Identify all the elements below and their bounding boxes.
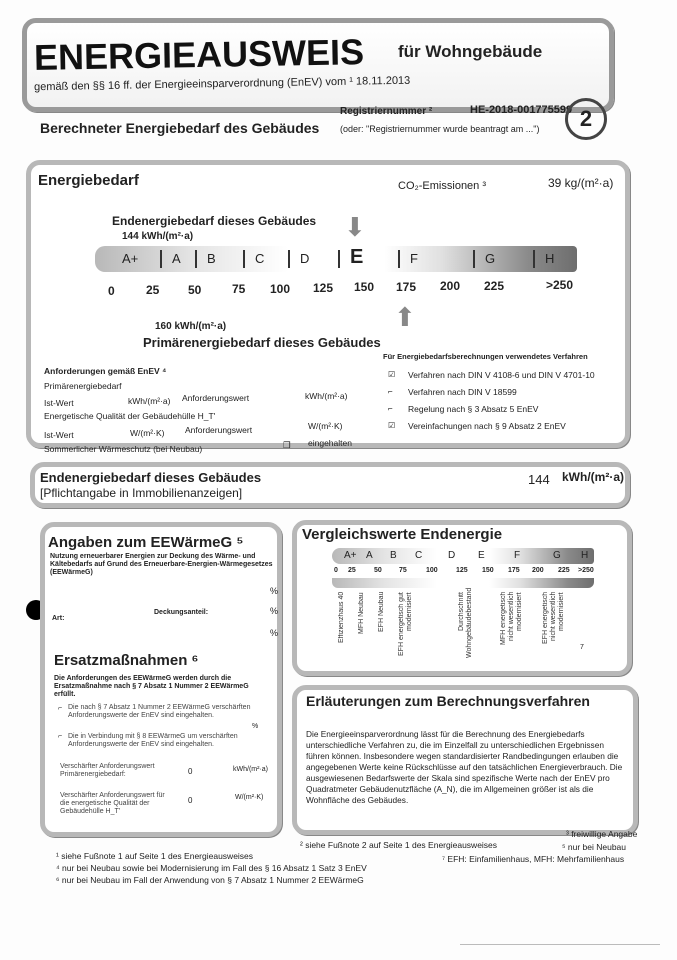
comparison-tick-label: 200 <box>532 567 544 574</box>
comparison-class-label: D <box>448 550 456 561</box>
comparison-scale-bar-lower <box>332 578 594 588</box>
class-divider <box>160 250 162 268</box>
requirement-value-label: Anforderungswert <box>185 425 253 435</box>
row2-unit: W/(m²·K) <box>235 794 264 801</box>
energy-demand-title: Energiebedarf <box>38 172 139 189</box>
document-title-suffix: für Wohngebäude <box>398 42 543 61</box>
footnote-2: ² siehe Fußnote 2 auf Seite 1 des Energieausweises <box>300 840 498 850</box>
class-divider <box>473 250 475 268</box>
scale-class-label: B <box>207 251 216 266</box>
registration-number: HE-2018-001775599 <box>470 104 573 116</box>
class-divider <box>338 250 340 268</box>
scale-tick-label: 100 <box>270 281 291 296</box>
scale-class-label: E <box>350 246 364 268</box>
footnote-6: ⁶ nur bei Neubau im Fall der Anwendung von § 7 Absatz 1 Nummer 2 EEWärmeG <box>56 875 364 885</box>
comparison-class-label: A+ <box>344 550 357 561</box>
explanations-title: Erläuterungen zum Berechnungsverfahren <box>306 693 590 709</box>
class-divider <box>195 250 197 268</box>
method-label: Regelung nach § 3 Absatz 5 EnEV <box>408 404 539 414</box>
percent: % <box>270 628 279 638</box>
scale-tick-label: 125 <box>313 281 334 295</box>
final-energy-box-value: 144 <box>528 472 550 487</box>
scale-tick-label: 0 <box>108 284 115 298</box>
document-subtitle: gemäß den §§ 16 ff. der Energieeinsparverordnung (EnEV) vom ¹ 18.11.2013 <box>33 74 411 94</box>
co2-label: CO₂-Emissionen ³ <box>398 180 487 192</box>
scale-class-label: A+ <box>122 251 139 266</box>
requirements-title: Anforderungen gemäß EnEV ⁴ <box>44 366 167 376</box>
scale-tick-label: 150 <box>354 280 375 295</box>
arrow-up-icon: ⬆ <box>394 302 416 332</box>
document-title: ENERGIEAUSWEIS <box>33 31 365 78</box>
row1-label: Verschärfter Anforderungswert Primärenergiebedarf: <box>60 763 155 778</box>
footnote-4: ⁴ nur bei Neubau sowie bei Modernisierung im Fall des § 16 Absatz 1 Satz 3 EnEV <box>56 863 367 873</box>
row2-value: 0 <box>188 796 193 805</box>
primary-energy-value: 160 kWh/(m²·a) <box>155 321 227 332</box>
envelope-quality-label: Energetische Qualität der Gebäudehülle H_T' <box>44 411 216 421</box>
summer-protection-label: Sommerlicher Wärmeschutz (bei Neubau) <box>44 444 203 454</box>
method-checkbox[interactable]: ⌐ <box>388 387 393 396</box>
method-checkbox[interactable]: ☑ <box>388 370 396 379</box>
final-energy-box-note: [Pflichtangabe in Immobilienanzeigen] <box>40 486 243 500</box>
eewaermeg-title: Angaben zum EEWärmeG ⁵ <box>48 534 244 551</box>
unit: W/(m²·K) <box>130 428 165 438</box>
footnote-1: ¹ siehe Fußnote 1 auf Seite 1 des Energieausweises <box>56 851 254 861</box>
comparison-tick-label: 25 <box>348 567 356 574</box>
comparison-class-label: G <box>553 550 561 561</box>
method-label: Verfahren nach DIN V 4108-6 und DIN V 4701-10 <box>408 370 595 380</box>
scale-tick-label: 175 <box>396 279 417 294</box>
unit: kWh/(m²·a) <box>305 391 348 401</box>
comparison-reference-label: MFH energetisch nicht wesentlich modernisiert <box>500 592 523 646</box>
comparison-class-label: H <box>581 550 589 561</box>
registration-note: (oder: "Registriernummer wurde beantragt am ...") <box>340 124 540 134</box>
comparison-tick-label: 0 <box>334 567 338 574</box>
page-number: 2 <box>579 106 593 131</box>
comparison-tick-label: 50 <box>374 567 382 574</box>
footnote-7: ⁷ EFH: Einfamilienhaus, MFH: Mehrfamilienhaus <box>442 854 625 864</box>
scale-class-label: F <box>410 251 418 266</box>
unit: kWh/(m²·a) <box>128 396 171 406</box>
requirement-value-label: Anforderungswert <box>182 393 250 403</box>
scale-class-label: G <box>485 251 496 266</box>
percent: % <box>270 606 279 616</box>
comparison-class-label: B <box>390 550 397 561</box>
comparison-class-label: F <box>514 550 521 561</box>
scale-tick-label: 50 <box>188 282 202 297</box>
percent: % <box>252 723 259 730</box>
final-energy-label: Endenergiebedarf dieses Gebäudes <box>112 214 317 228</box>
class-divider <box>288 250 290 268</box>
class-divider <box>533 250 535 268</box>
comparison-reference-label: EFH energetisch nicht wesentlich modernisiert <box>542 592 565 645</box>
type-label: Art: <box>52 615 65 622</box>
scale-tick-label: >250 <box>546 278 574 292</box>
footnote-5: ⁵ nur bei Neubau <box>562 842 627 852</box>
comparison-reference-label: Effizienzhaus 40 <box>338 592 345 644</box>
comparison-tick-label: 75 <box>399 567 407 574</box>
final-energy-box-unit: kWh/(m²·a) <box>562 470 624 484</box>
class-divider <box>398 250 400 268</box>
comparison-tick-label: >250 <box>578 567 594 574</box>
registration-label: Registriernummer ² <box>340 106 433 117</box>
comparison-tick-label: 150 <box>482 567 494 574</box>
comparison-footnote: 7 <box>580 644 584 651</box>
option2-checkbox[interactable]: ⌐ <box>58 733 63 740</box>
comparison-class-label: A <box>366 550 373 561</box>
divider-line <box>460 944 660 945</box>
eewaermeg-desc: Nutzung erneuerbarer Energien zur Deckung des Wärme- und Kältebedarfs auf Grund des Erneuerbare-Energien-Wärmegesetzes (EEWärmeG) <box>50 553 273 576</box>
scale-class-label: A <box>172 251 181 266</box>
energy-demand-box <box>26 160 630 448</box>
scale-class-label: C <box>255 251 265 266</box>
comparison-title: Vergleichswerte Endenergie <box>302 526 503 543</box>
arrow-down-icon: ⬇ <box>344 212 366 242</box>
replacement-measures-title: Ersatzmaßnahmen ⁶ <box>54 652 199 669</box>
actual-value-label: Ist-Wert <box>44 398 74 408</box>
comparison-tick-label: 125 <box>456 567 468 574</box>
complied-label: eingehalten <box>308 438 352 448</box>
option1-label: Die nach § 7 Absatz 1 Nummer 2 EEWärmeG verschärften Anforderungswerte der EnEV sind eingehalten. <box>68 704 251 719</box>
option1-checkbox[interactable]: ⌐ <box>58 705 63 712</box>
class-divider <box>243 250 245 268</box>
method-title: Für Energiebedarfsberechnungen verwendetes Verfahren <box>383 352 588 361</box>
row1-unit: kWh/(m²·a) <box>233 766 268 773</box>
comparison-reference-label: EFH energetisch gut modernisiert <box>398 592 413 656</box>
scale-class-label: H <box>545 251 555 266</box>
comparison-class-label: E <box>478 550 485 561</box>
section-title: Berechneter Energiebedarf des Gebäudes <box>40 120 320 136</box>
scale-tick-label: 225 <box>484 278 505 293</box>
co2-value: 39 kg/(m²·a) <box>548 176 614 190</box>
replacement-desc: Die Anforderungen des EEWärmeG werden durch die Ersatzmaßnahme nach § 7 Absatz 1 Nummer 2 EEWärmeG erfüllt. <box>54 675 249 698</box>
method-checkbox[interactable]: ⌐ <box>388 404 393 413</box>
method-label: Verfahren nach DIN V 18599 <box>408 387 517 397</box>
primary-demand-label: Primärenergiebedarf <box>44 381 122 391</box>
primary-energy-label: Primärenergiebedarf dieses Gebäudes <box>143 335 381 350</box>
percent: % <box>270 586 279 596</box>
row1-value: 0 <box>188 767 193 776</box>
summer-checkbox[interactable]: ❒ <box>283 440 291 450</box>
energy-scale-bar <box>95 246 577 272</box>
comparison-reference-label: MFH Neubau <box>358 592 365 634</box>
scale-tick-label: 25 <box>146 283 160 298</box>
comparison-reference-label: EFH Neubau <box>378 592 385 633</box>
scale-class-label: D <box>300 251 310 266</box>
scale-tick-label: 75 <box>232 282 246 297</box>
coverage-label: Deckungsanteil: <box>154 609 209 616</box>
actual-value-label: Ist-Wert <box>44 430 74 440</box>
page-number-badge <box>565 98 607 140</box>
final-energy-value: 144 kWh/(m²·a) <box>122 231 194 242</box>
method-checkbox[interactable]: ☑ <box>388 421 396 430</box>
comparison-class-label: C <box>415 550 423 561</box>
comparison-tick-label: 225 <box>558 567 570 574</box>
unit: W/(m²·K) <box>308 421 343 431</box>
explanations-text: Die Energieeinsparverordnung lässt für die Berechnung des Energiebedarfs unterschiedliche Verfahren zu, die im Einzelfall zu unterschiedlichen Ergebnissen führen können. Insbesondere wegen standardisierter Randbedingungen erlauben die angegebenen Werte keine Rückschlüsse auf den tatsächlichen Energieverbrauch. Die ausgewiesenen Bedarfswerte der Skala sind spezifische Werte nach der EnEV pro Quadratmeter Gebäudenutzfläche (A_N), die im Allgemeinen größer ist als die Wohnfläche des Gebäudes. <box>306 729 623 805</box>
method-label: Vereinfachungen nach § 9 Absatz 2 EnEV <box>408 421 566 431</box>
scale-tick-label: 200 <box>440 279 461 294</box>
comparison-reference-label: Durchschnitt Wohngebäudebestand <box>458 587 473 658</box>
final-energy-box-title: Endenergiebedarf dieses Gebäudes <box>40 470 262 485</box>
option2-label: Die in Verbindung mit § 8 EEWärmeG um verschärften Anforderungswerte der EnEV sind eingehalten. <box>68 733 238 748</box>
row2-label: Verschärfter Anforderungswert für die energetische Qualität der Gebäudehülle H_T' <box>60 792 165 815</box>
footnote-3: ³ freiwillige Angabe <box>566 829 638 839</box>
comparison-tick-label: 100 <box>426 567 438 574</box>
comparison-tick-label: 175 <box>508 567 520 574</box>
